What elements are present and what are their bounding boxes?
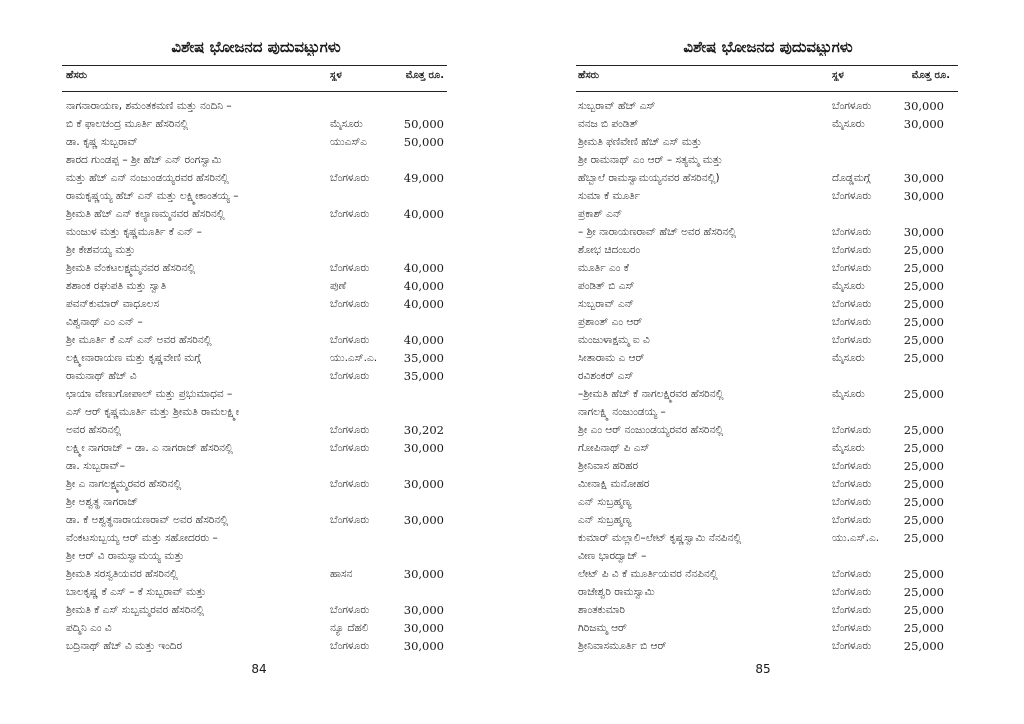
table-row	[0, 241, 512, 259]
row-amount: 49,000	[403, 171, 444, 185]
table-row	[512, 277, 1024, 295]
row-place: ಬೆಂಗಳೂರು	[832, 622, 872, 634]
row-name: ಬಾಲಕೃಷ್ಣ ಕೆ ಎಸ್ – ಕೆ ಸುಬ್ಬರಾವ್ ಮತ್ತು	[66, 586, 206, 598]
table-row	[512, 475, 1024, 493]
row-amount: 25,000	[903, 531, 944, 545]
table-row	[0, 97, 512, 115]
table-row	[0, 349, 512, 367]
table-row	[0, 403, 512, 421]
table-row	[0, 547, 512, 565]
row-amount: 30,000	[403, 639, 444, 653]
donation-list	[512, 97, 1024, 655]
table-row	[512, 439, 1024, 457]
row-name: ಡಾ. ಕೃಷ್ಣ ಸುಬ್ಬರಾವ್	[66, 136, 138, 148]
row-amount: 30,202	[403, 423, 444, 437]
row-amount: 30,000	[903, 99, 944, 113]
row-place: ಮೈಸೂರು	[832, 118, 865, 130]
row-name: ನಾಗಲಕ್ಷ್ಮಿ ನಂಜುಂಡಯ್ಯ –	[578, 406, 666, 418]
table-row	[0, 223, 512, 241]
row-place: ಮೈಸೂರು	[330, 118, 363, 130]
row-name: –ಶ್ರೀಮತಿ ಹೆಚ್ ಕೆ ನಾಗಲಕ್ಷ್ಮಿರವರ ಹೆಸರಿನಲ್ಲಿ	[578, 388, 724, 400]
table-row	[512, 547, 1024, 565]
table-row	[0, 115, 512, 133]
row-place: ಬೆಂಗಳೂರು	[330, 298, 370, 310]
row-name: ಶ್ರೀ ರಾಮನಾಥ್ ಎಂ ಆರ್ – ಸತ್ಯಮ್ಮ ಮತ್ತು	[578, 154, 723, 166]
row-name: ಶ್ರೀ ಎ ನಾಗಲಕ್ಷ್ಮಮ್ಮರವರ ಹೆಸರಿನಲ್ಲಿ	[66, 478, 182, 490]
row-place: ಯುಎಸ್‌ಎ	[330, 136, 368, 148]
row-name: ಶ್ರೀನಿವಾಸ ಹರಿಹರ	[578, 460, 639, 472]
row-name: ಅವರ ಹೆಸರಿನಲ್ಲಿ	[66, 424, 122, 436]
row-name: ಪ್ರಕಾಶ್ ಎನ್	[578, 208, 623, 220]
header-bottom-rule	[62, 91, 447, 92]
row-place: ಯು.ಎಸ್.ಎ.	[832, 532, 880, 544]
row-place: ಮೈಸೂರು	[832, 442, 865, 454]
row-place: ಬೆಂಗಳೂರು	[330, 604, 370, 616]
table-row	[512, 529, 1024, 547]
row-name: ವಿಶ್ವನಾಥ್ ಎಂ ಎನ್ –	[66, 316, 143, 328]
header-name: ಹೆಸರು	[578, 70, 600, 81]
row-amount: 25,000	[903, 603, 944, 617]
row-amount: 25,000	[903, 639, 944, 653]
row-name: ಶ್ರೀಮತಿ ಫಣಿವೇಣಿ ಹೆಚ್ ಎಸ್ ಮತ್ತು	[578, 136, 702, 148]
table-row	[0, 331, 512, 349]
table-row	[0, 367, 512, 385]
row-amount: 25,000	[903, 387, 944, 401]
row-name: ಗೋಪಿನಾಥ್ ಪಿ ಎಸ್	[578, 442, 650, 454]
row-place: ಬೆಂಗಳೂರು	[330, 208, 370, 220]
row-amount: 25,000	[903, 351, 944, 365]
row-name: ಪವನ್‌ಕುಮಾರ್ ವಾಧೂಲಸ	[66, 298, 160, 310]
row-place: ಬೆಂಗಳೂರು	[330, 424, 370, 436]
table-row	[0, 619, 512, 637]
row-amount: 25,000	[903, 279, 944, 293]
table-row	[512, 295, 1024, 313]
row-name: ಶಶಾಂಕ ರಘುಪತಿ ಮತ್ತು ಸ್ವಾತಿ	[66, 280, 167, 292]
table-row	[512, 313, 1024, 331]
row-amount: 25,000	[903, 621, 944, 635]
row-name: ಸುಬ್ಬರಾವ್ ಎನ್	[578, 298, 634, 310]
row-name: ವನಜ ಬಿ ಪಂಡಿತ್	[578, 118, 639, 130]
row-amount: 30,000	[403, 603, 444, 617]
row-name: ಶಾಂತಕುಮಾರಿ	[578, 604, 625, 616]
row-amount: 30,000	[903, 171, 944, 185]
row-name: ಮೂರ್ತಿ ಎಂ ಕೆ	[578, 262, 629, 274]
row-name: ರವಿಶಂಕರ್ ಎಸ್	[578, 370, 634, 382]
header-place: ಸ್ಥಳ	[330, 70, 342, 81]
donation-list	[0, 97, 512, 655]
row-name: ಮೀನಾಕ್ಷಿ ಮನೋಹರ	[578, 478, 650, 490]
row-amount: 25,000	[903, 441, 944, 455]
row-place: ಬೆಂಗಳೂರು	[832, 244, 872, 256]
row-name: ಶ್ರೀ ಮೂರ್ತಿ ಕೆ ಎಸ್ ಎನ್ ಅವರ ಹೆಸರಿನಲ್ಲಿ	[66, 334, 212, 346]
table-row	[0, 295, 512, 313]
row-name: ಶ್ರೀ ಅಶ್ವತ್ಥ ನಾಗರಾಜ್	[66, 496, 139, 508]
row-name: ಎಸ್ ಆರ್ ಕೃಷ್ಣಮೂರ್ತಿ ಮತ್ತು ಶ್ರೀಮತಿ ರಾಮಲಕ್ಷ್ಮೀ	[66, 406, 240, 418]
row-place: ಬೆಂಗಳೂರು	[832, 262, 872, 274]
row-amount: 40,000	[403, 297, 444, 311]
table-row	[512, 349, 1024, 367]
row-amount: 40,000	[403, 279, 444, 293]
row-name: ಮಂಜುಳ ಮತ್ತು ಕೃಷ್ಣಮೂರ್ತಿ ಕೆ ಎನ್ –	[66, 226, 202, 238]
row-amount: 40,000	[403, 207, 444, 221]
table-row	[0, 529, 512, 547]
row-name: ಎನ್ ಸುಬ್ರಹ್ಮಣ್ಯ	[578, 514, 632, 526]
table-row	[0, 205, 512, 223]
row-name: ಶ್ರೀ ಆರ್ ವಿ ರಾಮಸ್ವಾಮಯ್ಯ ಮತ್ತು	[66, 550, 185, 562]
row-place: ಯು.ಎಸ್.ಎ.	[330, 352, 378, 364]
row-name: ಕುಮಾರ್ ಮಲ್ಲಾಲಿ–ಲೇಟ್ ಕೃಷ್ಣಸ್ವಾಮಿ ನೆನಪಿನಲ್ಲಿ	[578, 532, 742, 544]
row-amount: 25,000	[903, 315, 944, 329]
row-amount: 35,000	[403, 351, 444, 365]
table-row	[512, 97, 1024, 115]
row-place: ಬೆಂಗಳೂರು	[832, 190, 872, 202]
row-name: ಶಾರದ ಗುಂಡಪ್ಪ – ಶ್ರೀ ಹೆಚ್ ಎನ್ ರಂಗಸ್ವಾಮಿ	[66, 154, 222, 166]
row-amount: 30,000	[403, 441, 444, 455]
table-row	[512, 187, 1024, 205]
row-name: ಪಂಡಿತ್ ಬಿ ಎಸ್	[578, 280, 635, 292]
table-row	[512, 331, 1024, 349]
header-amount: ಮೊತ್ತ ರೂ.	[405, 70, 444, 81]
table-row	[0, 601, 512, 619]
header-amount: ಮೊತ್ತ ರೂ.	[911, 70, 950, 81]
table-row	[512, 241, 1024, 259]
table-row	[0, 259, 512, 277]
row-place: ಮೈಸೂರು	[832, 352, 865, 364]
table-row	[0, 637, 512, 655]
row-amount: 30,000	[903, 117, 944, 131]
row-amount: 25,000	[903, 333, 944, 347]
row-amount: 25,000	[903, 261, 944, 275]
row-name: ಮಂಜುಳಾಕ್ಷಮ್ಮ ಐ ವಿ	[578, 334, 650, 346]
row-name: ಡಾ. ಸುಬ್ಬರಾವ್–	[66, 460, 125, 472]
table-row	[0, 133, 512, 151]
right-page	[512, 0, 1024, 724]
row-amount: 50,000	[403, 135, 444, 149]
row-place: ಬೆಂಗಳೂರು	[330, 370, 370, 382]
row-name: ಶ್ರೀಮತಿ ವೆಂಕಟಲಕ್ಷ್ಮಮ್ಮನವರ ಹೆಸರಿನಲ್ಲಿ	[66, 262, 196, 274]
row-amount: 30,000	[403, 621, 444, 635]
row-amount: 25,000	[903, 243, 944, 257]
table-row	[512, 205, 1024, 223]
table-row	[512, 511, 1024, 529]
row-name: ಶ್ರೀಮತಿ ಸರಸ್ವತಿಯವರ ಹೆಸರಿನಲ್ಲಿ	[66, 568, 178, 580]
row-place: ಬೆಂಗಳೂರು	[832, 226, 872, 238]
row-amount: 25,000	[903, 477, 944, 491]
table-row	[512, 619, 1024, 637]
row-place: ಬೆಂಗಳೂರು	[832, 424, 872, 436]
row-amount: 25,000	[903, 297, 944, 311]
page-title: ವಿಶೇಷ ಭೋಜನದ ಪುದುವಟ್ಟುಗಳು	[683, 38, 853, 56]
table-row	[0, 493, 512, 511]
table-row	[0, 277, 512, 295]
row-amount: 30,000	[403, 477, 444, 491]
row-amount: 25,000	[903, 585, 944, 599]
row-place: ನ್ಯೂ ದೆಹಲಿ	[330, 622, 369, 634]
row-place: ಬೆಂಗಳೂರು	[832, 478, 872, 490]
row-place: ಬೆಂಗಳೂರು	[330, 640, 370, 652]
table-row	[512, 421, 1024, 439]
row-name: ಶ್ರೀ ಎಂ ಆರ್ ನಂಜುಂಡಯ್ಯರವರ ಹೆಸರಿನಲ್ಲಿ	[578, 424, 724, 436]
row-name: ಸೀತಾರಾಮ ಎ ಆರ್	[578, 352, 645, 364]
row-amount: 50,000	[403, 117, 444, 131]
row-place: ಬೆಂಗಳೂರು	[330, 442, 370, 454]
header-bottom-rule	[576, 91, 958, 92]
row-place: ಬೆಂಗಳೂರು	[832, 604, 872, 616]
table-row	[512, 565, 1024, 583]
row-name: ಪದ್ಮಿನಿ ಎಂ ವಿ	[66, 622, 112, 634]
row-place: ಬೆಂಗಳೂರು	[832, 298, 872, 310]
header-name: ಹೆಸರು	[66, 70, 88, 81]
table-row	[512, 115, 1024, 133]
row-name: ರಾಮನಾಥ್ ಹೆಚ್ ವಿ	[66, 370, 137, 382]
row-name: ಲಕ್ಷ್ಮೀ ನಾಗರಾಜ್ – ಡಾ. ಎ ನಾಗರಾಜ್ ಹೆಸರಿನಲ್ಲಿ	[66, 442, 233, 454]
row-place: ಬೆಂಗಳೂರು	[330, 478, 370, 490]
row-place: ಬೆಂಗಳೂರು	[330, 172, 370, 184]
row-name: ವೀಣ ಭಾರದ್ವಾಜ್ –	[578, 550, 647, 562]
row-amount: 25,000	[903, 495, 944, 509]
row-amount: 25,000	[903, 567, 944, 581]
header-place: ಸ್ಥಳ	[832, 70, 844, 81]
header-top-rule	[62, 65, 447, 66]
row-amount: 30,000	[403, 513, 444, 527]
row-name: ರಾಜೇಶ್ವರಿ ರಾಮಸ್ವಾಮಿ	[578, 586, 655, 598]
table-row	[0, 313, 512, 331]
row-amount: 30,000	[403, 567, 444, 581]
row-place: ಮೈಸೂರು	[832, 280, 865, 292]
row-name: ಶ್ರೀನಿವಾಸಮೂರ್ತಿ ಬಿ ಆರ್	[578, 640, 667, 652]
table-row	[512, 151, 1024, 169]
table-row	[0, 511, 512, 529]
row-amount: 25,000	[903, 423, 944, 437]
row-name: ಹೆಬ್ಬಾಲೆ ರಾಮಸ್ವಾಮಯ್ಯನವರ ಹೆಸರಿನಲ್ಲಿ)	[578, 172, 720, 184]
row-name: ರಾಮಕೃಷ್ಣಯ್ಯ ಹೆಚ್ ಎನ್ ಮತ್ತು ಲಕ್ಷ್ಮೀಕಾಂತಯ್ಯ –	[66, 190, 239, 202]
row-amount: 25,000	[903, 459, 944, 473]
row-place: ಬೆಂಗಳೂರು	[832, 100, 872, 112]
table-row	[512, 169, 1024, 187]
row-amount: 30,000	[903, 225, 944, 239]
table-row	[512, 259, 1024, 277]
table-row	[0, 187, 512, 205]
table-row	[512, 133, 1024, 151]
header-top-rule	[576, 65, 958, 66]
table-header	[0, 70, 512, 88]
table-row	[0, 421, 512, 439]
row-place: ಬೆಂಗಳೂರು	[832, 460, 872, 472]
row-place: ಬೆಂಗಳೂರು	[832, 640, 872, 652]
row-name: ಲಕ್ಷ್ಮೀನಾರಾಯಣ ಮತ್ತು ಕೃಷ್ಣವೇಣಿ ಮಗ್ಗೆ	[66, 352, 201, 364]
row-place: ಬೆಂಗಳೂರು	[832, 568, 872, 580]
table-row	[0, 151, 512, 169]
row-name: ಗಿರಿಜಮ್ಮ ಆರ್	[578, 622, 627, 634]
row-place: ಬೆಂಗಳೂರು	[832, 496, 872, 508]
row-name: ಶೋಭ ಚಿದಂಬರಂ	[578, 244, 641, 256]
row-name: – ಶ್ರೀ ನಾರಾಯಣರಾವ್ ಹೆಚ್ ಅವರ ಹೆಸರಿನಲ್ಲಿ	[578, 226, 737, 238]
row-amount: 40,000	[403, 333, 444, 347]
page-number: 85	[755, 662, 771, 676]
row-name: ಛಾಯಾ ವೇಣುಗೋಪಾಲ್ ಮತ್ತು ಪ್ರಭುಮಾಧವ –	[66, 388, 233, 400]
table-header	[512, 70, 1024, 88]
row-place: ಬೆಂಗಳೂರು	[330, 262, 370, 274]
row-name: ಶ್ರೀಮತಿ ಕೆ ಎಸ್ ಸುಬ್ಬಮ್ಮರವರ ಹೆಸರಿನಲ್ಲಿ	[66, 604, 205, 616]
table-row	[512, 583, 1024, 601]
table-row	[512, 601, 1024, 619]
row-name: ಸುಬ್ಬರಾವ್ ಹೆಚ್ ಎಸ್	[578, 100, 656, 112]
table-row	[512, 367, 1024, 385]
row-place: ಬೆಂಗಳೂರು	[832, 316, 872, 328]
table-row	[512, 385, 1024, 403]
row-amount: 35,000	[403, 369, 444, 383]
row-name: ಪ್ರಶಾಂತ್ ಎಂ ಆರ್	[578, 316, 643, 328]
row-name: ಡಾ. ಕೆ ಅಶ್ವತ್ಥನಾರಾಯಣರಾವ್ ಅವರ ಹೆಸರಿನಲ್ಲಿ	[66, 514, 229, 526]
row-name: ಶ್ರೀ ಕೇಶವಯ್ಯ ಮತ್ತು	[66, 244, 136, 256]
row-amount: 25,000	[903, 513, 944, 527]
row-name: ಬದ್ರಿನಾಥ್ ಹೆಚ್ ವಿ ಮತ್ತು ಇಂದಿರ	[66, 640, 183, 652]
row-name: ನಾಗನಾರಾಯಣ, ಶಮಂತಕಮಣಿ ಮತ್ತು ನಂದಿನಿ –	[66, 100, 232, 112]
row-place: ಬೆಂಗಳೂರು	[832, 514, 872, 526]
row-amount: 30,000	[903, 189, 944, 203]
page-number: 84	[251, 662, 267, 676]
row-place: ಬೆಂಗಳೂರು	[832, 586, 872, 598]
row-name: ಲೇಟ್ ಪಿ ವಿ ಕೆ ಮೂರ್ತಿಯವರ ನೆನಪಿನಲ್ಲಿ	[578, 568, 718, 580]
table-row	[0, 565, 512, 583]
row-name: ಮತ್ತು ಹೆಚ್ ಎನ್ ನಂಜುಂಡಯ್ಯರವರ ಹೆಸರಿನಲ್ಲಿ	[66, 172, 229, 184]
row-amount: 40,000	[403, 261, 444, 275]
table-row	[0, 169, 512, 187]
table-row	[0, 439, 512, 457]
row-name: ಎನ್ ಸುಬ್ರಹ್ಮಣ್ಯ	[578, 496, 632, 508]
row-name: ಸುಮಾ ಕೆ ಮೂರ್ತಿ	[578, 190, 641, 202]
row-place: ದೊಡ್ಡಮಗ್ಗೆ	[832, 172, 871, 184]
row-name: ವೆಂಕಟಸುಬ್ಬಯ್ಯ ಆರ್ ಮತ್ತು ಸಹೋದರರು –	[66, 532, 218, 544]
table-row	[512, 403, 1024, 421]
table-row	[0, 475, 512, 493]
table-row	[512, 493, 1024, 511]
row-place: ಬೆಂಗಳೂರು	[330, 514, 370, 526]
row-name: ಬಿ ಕೆ ಫಾಲಚಂದ್ರ ಮೂರ್ತಿ ಹೆಸರಿನಲ್ಲಿ	[66, 118, 189, 130]
row-place: ಹಾಸನ	[330, 568, 353, 580]
page-title: ವಿಶೇಷ ಭೋಜನದ ಪುದುವಟ್ಟುಗಳು	[171, 38, 341, 56]
row-place: ಮೈಸೂರು	[832, 388, 865, 400]
row-place: ಬೆಂಗಳೂರು	[832, 334, 872, 346]
table-row	[512, 457, 1024, 475]
row-place: ಬೆಂಗಳೂರು	[330, 334, 370, 346]
table-row	[512, 223, 1024, 241]
table-row	[0, 583, 512, 601]
row-name: ಶ್ರೀಮತಿ ಹೆಚ್ ಎನ್ ಕಲ್ಯಾಣಮ್ಮನವರ ಹೆಸರಿನಲ್ಲಿ	[66, 208, 225, 220]
table-row	[0, 457, 512, 475]
table-row	[0, 385, 512, 403]
row-place: ಪುಣೆ	[330, 280, 347, 292]
table-row	[512, 637, 1024, 655]
